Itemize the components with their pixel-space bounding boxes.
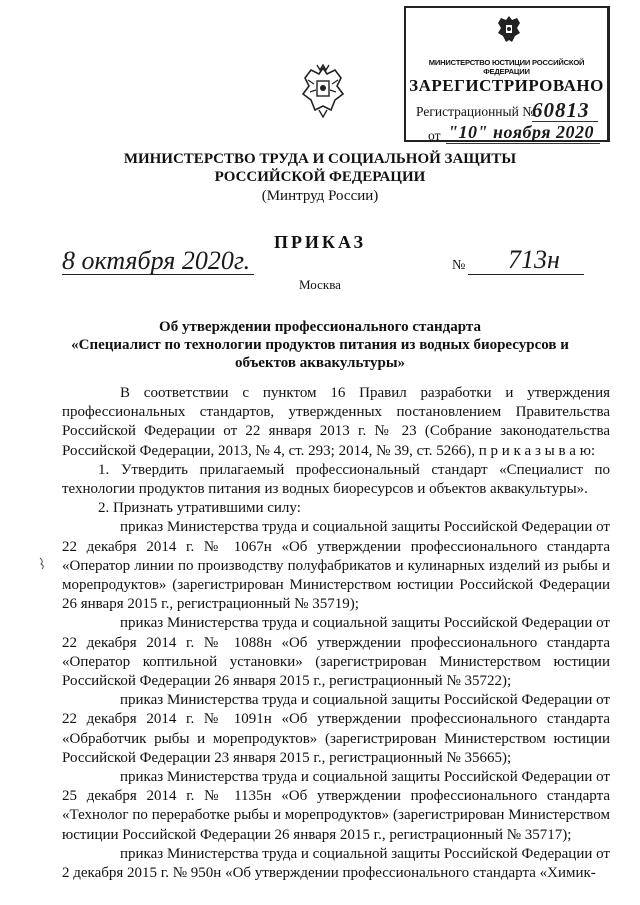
order-title: ПРИКАЗ	[273, 232, 367, 252]
subject-line1: Об утверждении профессионального стандарта	[159, 319, 481, 335]
stamp-date-underline	[446, 143, 600, 144]
ministry-title-line1: МИНИСТЕРСТВО ТРУДА И СОЦИАЛЬНОЙ ЗАЩИТЫ	[123, 151, 517, 167]
order-number-underline	[468, 274, 584, 275]
stamp-regno-value: 60813	[532, 98, 590, 122]
body-repealed-order-1: приказ Министерства труда и социальной защиты Российской Федерации от 22 декабря 2014 г. № 1067н «Об утверждении профессионального стандарта «Оператор линии по производству полуфабрикатов и кулинарных изделий из рыбы и морепродуктов» (зарегистрирован Министерством юстиции Российской Федерации 26 января 2015 г., регистрационный № 35719);	[62, 519, 610, 613]
subject-line3: объектов аквакультуры»	[234, 355, 406, 371]
stamp-date-value: "10" ноября 2020	[448, 122, 595, 142]
stamp-date-prefix: от	[428, 128, 441, 143]
body-intro: В соответствии с пунктом 16 Правил разработки и утверждения профессиональных стандартов, утвержденных постановлением Правительства Российской Федерации от 22 января 2013 г. № 23 (Собрание законодательства Российской Федерации, 2013, № 4, ст. 293; 2014, № 39, ст. 5266), п р и к а з ы в а ю:	[62, 385, 610, 459]
body-repealed-order-4: приказ Министерства труда и социальной защиты Российской Федерации от 25 декабря 2014 г. № 1135н «Об утверждении профессионального стандарта «Технолог по переработке рыбы и морепродуктов» (зарегистрирован Министерством юстиции Российской Федерации 26 января 2015 г., регистрационный № 35717);	[62, 769, 610, 843]
registration-stamp	[404, 6, 610, 142]
body-repealed-order-3: приказ Министерства труда и социальной защиты Российской Федерации от 22 декабря 2014 г. № 1091н «Об утверждении профессионального стандарта «Обработчик рыбы и морепродуктов» (зарегистрирован Министерством юстиции Российской Федерации 23 января 2015 г., регистрационный № 35665);	[62, 692, 610, 766]
order-number-handwritten: 713н	[508, 245, 560, 274]
order-date-underline	[62, 274, 254, 275]
stamp-ministry: МИНИСТЕРСТВО ЮСТИЦИИ РОССИЙСКОЙ ФЕДЕРАЦИИ	[428, 58, 585, 76]
order-subject	[60, 318, 580, 372]
stamp-registered: ЗАРЕГИСТРИРОВАНО	[409, 76, 604, 95]
order-number-label: №	[452, 258, 466, 273]
body-repealed-order-5: приказ Министерства труда и социальной защиты Российской Федерации от 2 декабря 2015 г. № 950н «Об утверждении профессионального стандарта «Химик-	[62, 845, 610, 882]
ministry-title-line2: РОССИЙСКОЙ ФЕДЕРАЦИИ	[214, 169, 426, 185]
body-repealed-order-2: приказ Министерства труда и социальной защиты Российской Федерации от 22 декабря 2014 г. № 1088н «Об утверждении профессионального стандарта «Оператор коптильной установки» (зарегистрирован Министерством юстиции Российской Федерации 26 января 2015 г., регистрационный № 35722);	[62, 615, 610, 690]
order-date-handwritten: 8 октября 2020г.	[62, 246, 251, 275]
stamp-regno-label: Регистрационный №	[416, 104, 536, 119]
coat-of-arms-icon	[300, 62, 346, 120]
margin-mark-icon	[38, 556, 48, 570]
body-item-2: 2. Признать утратившими силу:	[98, 500, 301, 517]
ministry-short-name: (Минтруд России)	[261, 188, 379, 204]
subject-line2: «Специалист по технологии продуктов питания из водных биоресурсов и	[71, 337, 569, 353]
order-body	[62, 384, 610, 883]
ministry-title	[60, 150, 580, 186]
order-city: Москва	[299, 277, 341, 292]
eagle-emblem-icon	[495, 13, 523, 45]
body-item-1: 1. Утвердить прилагаемый профессиональный стандарт «Специалист по технологии продуктов питания из водных биоресурсов и объектов аквакультуры».	[62, 461, 610, 498]
